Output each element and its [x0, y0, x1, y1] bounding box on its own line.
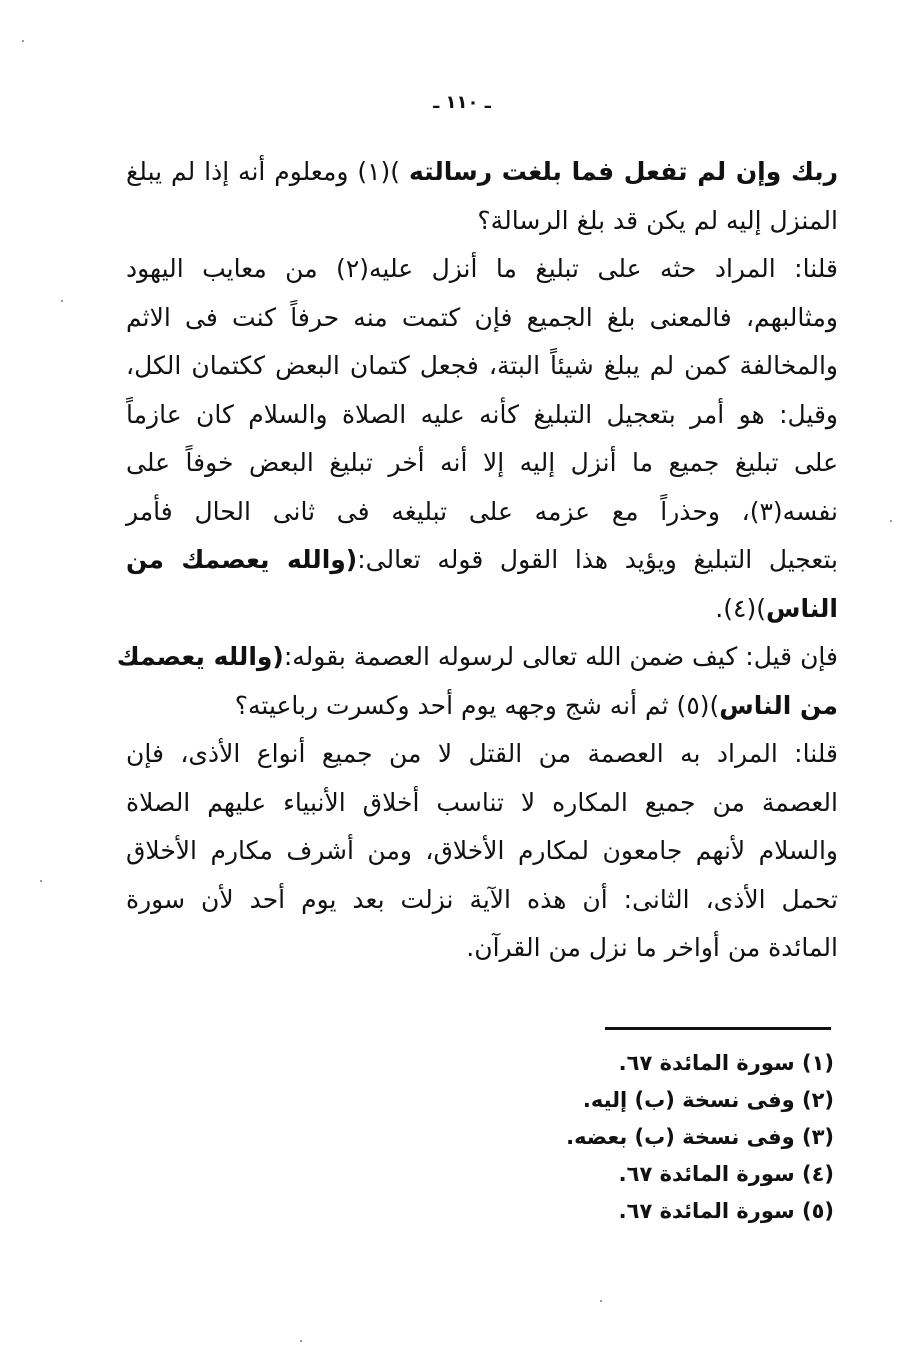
text-line-17: المائدة من أواخر ما نزل من القرآن.: [466, 933, 838, 962]
scan-speck: [61, 300, 63, 302]
text-line-14: العصمة من جميع المكاره لا تناسب أخلاق الأنبياء عليهم الصلاة: [126, 787, 838, 817]
footnote-1: (١) سورة المائدة ٦٧.: [618, 1051, 834, 1075]
text-segment: فإن قيل: كيف ضمن الله تعالى لرسوله العصمة بقوله:: [283, 642, 838, 671]
text-line-7: على تبليغ جميع ما أنزل إليه إلا أنه أخر تبليغ البعض خوفاً على: [126, 448, 838, 477]
footnote-4: (٤) سورة المائدة ٦٧.: [618, 1162, 834, 1186]
text-line-4: ومثالبهم، فالمعنى بلغ الجميع فإن كتمت منه حرفاً كنت فى الاثم: [126, 302, 838, 332]
text-line-11: [116, 633, 838, 682]
footnote-5: (٥) سورة المائدة ٦٧.: [618, 1199, 834, 1223]
text-segment: )(١) ومعلوم أنه إذا لم يبلغ: [126, 157, 401, 186]
quran-quote: (والله يعصمك: [116, 642, 284, 671]
quran-quote: من الناس: [719, 690, 838, 720]
text-line-3: قلنا: المراد حثه على تبليغ ما أنزل عليه(٢) من معايب اليهود: [126, 254, 838, 283]
text-line-13: قلنا: المراد به العصمة من القتل لا من جميع أنواع الأذى، فإن: [126, 739, 838, 768]
scan-speck: [300, 1340, 302, 1342]
text-line-9: [126, 536, 838, 585]
footnotes: [514, 1045, 834, 1230]
text-line-15: والسلام لأنهم جامعون لمكارم الأخلاق، ومن أشرف مكارم الأخلاق: [126, 836, 838, 865]
text-line-5: والمخالفة كمن لم يبلغ شيئاً البتة، فجعل كتمان البعض ككتمان الكل،: [126, 351, 838, 380]
body-text: [116, 148, 838, 973]
text-segment: بتعجيل التبليغ ويؤيد هذا القول قوله تعالى:: [357, 545, 838, 574]
text-segment: )(٤).: [715, 593, 766, 623]
page-number: ـ ١١٠ ـ: [433, 92, 491, 113]
text-line-16: تحمل الأذى، الثانى: أن هذه الآية نزلت بعد يوم أحد لأن سورة: [126, 884, 838, 914]
quran-quote: الناس: [765, 593, 838, 623]
footnote-3: (٣) وفى نسخة (ب) بعضه.: [566, 1125, 834, 1149]
scan-speck: [600, 1300, 602, 1302]
text-line-6: وقيل: هو أمر بتعجيل التبليغ كأنه عليه الصلاة والسلام كان عازماً: [126, 399, 838, 429]
text-line-10: [126, 585, 838, 634]
scan-speck: [890, 520, 892, 522]
footnote-divider: [605, 1027, 831, 1030]
scan-speck: [40, 880, 42, 882]
text-line-2: المنزل إليه لم يكن قد بلغ الرسالة؟: [477, 205, 838, 235]
quran-quote: ربك وإن لم تفعل فما بلغت رسالته: [408, 157, 838, 186]
footnote-2: (٢) وفى نسخة (ب) إليه.: [582, 1088, 834, 1112]
scan-speck: [22, 40, 24, 42]
quran-quote: (والله يعصمك من: [126, 545, 358, 574]
text-line-1: [126, 148, 838, 197]
text-line-12: [126, 682, 838, 731]
text-segment: )(٥) ثم أنه شج وجهه يوم أحد وكسرت رباعيته؟: [234, 690, 720, 720]
text-line-8: نفسه(٣)، وحذراً مع عزمه على تبليغه فى ثانى الحال فأمر: [126, 496, 838, 526]
